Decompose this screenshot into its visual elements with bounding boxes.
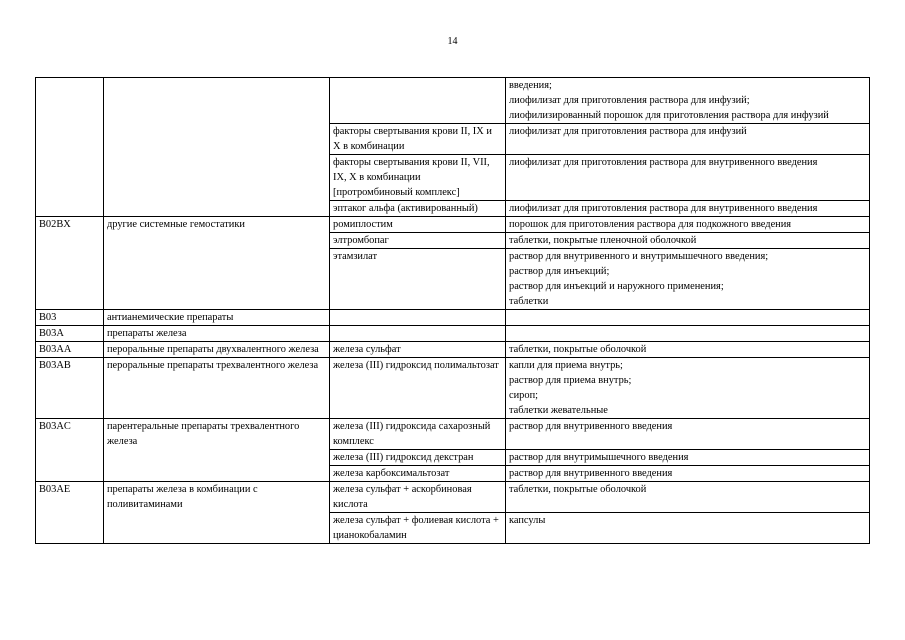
atc-code-cell: B03A <box>36 326 104 342</box>
dosage-form-cell: порошок для приготовления раствора для подкожного введения <box>506 217 870 233</box>
table-row <box>36 482 870 513</box>
dosage-form-cell: лиофилизат для приготовления раствора для внутривенного введения <box>506 201 870 217</box>
drug-name-cell: железа сульфат + фолиевая кислота + цианокобаламин <box>330 513 506 544</box>
drug-name-cell: железа карбоксимальтозат <box>330 466 506 482</box>
dosage-form-cell: капли для приема внутрь; раствор для приема внутрь; сироп; таблетки жевательные <box>506 358 870 419</box>
dosage-form-cell: лиофилизат для приготовления раствора для внутривенного введения <box>506 155 870 201</box>
atc-code-cell: B02BX <box>36 217 104 310</box>
drug-name-cell <box>330 310 506 326</box>
drug-table-body <box>36 78 870 544</box>
group-name-cell: препараты железа в комбинации с поливитаминами <box>104 482 330 544</box>
drug-name-cell <box>330 326 506 342</box>
dosage-form-cell: раствор для внутривенного и внутримышечного введения; раствор для инъекций; раствор для инъекций и наружного применения; таблетки <box>506 249 870 310</box>
atc-code-cell: B03AA <box>36 342 104 358</box>
dosage-form-cell: таблетки, покрытые оболочкой <box>506 342 870 358</box>
group-name-cell <box>104 78 330 217</box>
table-row <box>36 358 870 419</box>
table-row <box>36 310 870 326</box>
drug-table <box>35 77 870 544</box>
drug-name-cell: железа (III) гидроксид декстран <box>330 450 506 466</box>
dosage-form-cell: раствор для внутривенного введения <box>506 419 870 450</box>
dosage-form-cell: капсулы <box>506 513 870 544</box>
drug-name-cell: железа сульфат <box>330 342 506 358</box>
drug-name-cell: эптаког альфа (активированный) <box>330 201 506 217</box>
drug-name-cell: этамзилат <box>330 249 506 310</box>
drug-name-cell: ромиплостим <box>330 217 506 233</box>
group-name-cell: пероральные препараты трехвалентного железа <box>104 358 330 419</box>
drug-name-cell: железа (III) гидроксид полимальтозат <box>330 358 506 419</box>
group-name-cell: пероральные препараты двухвалентного железа <box>104 342 330 358</box>
dosage-form-cell: таблетки, покрытые пленочной оболочкой <box>506 233 870 249</box>
page-number: 14 <box>447 36 458 47</box>
atc-code-cell: B03AE <box>36 482 104 544</box>
drug-name-cell: факторы свертывания крови II, VII, IX, X в комбинации [протромбиновый комплекс] <box>330 155 506 201</box>
group-name-cell: антианемические препараты <box>104 310 330 326</box>
drug-name-cell: элтромбопаг <box>330 233 506 249</box>
atc-code-cell: B03AB <box>36 358 104 419</box>
drug-name-cell <box>330 78 506 124</box>
dosage-form-cell: лиофилизат для приготовления раствора для инфузий <box>506 124 870 155</box>
dosage-form-cell <box>506 310 870 326</box>
dosage-form-cell: таблетки, покрытые оболочкой <box>506 482 870 513</box>
atc-code-cell <box>36 78 104 217</box>
dosage-form-cell: раствор для внутривенного введения <box>506 466 870 482</box>
group-name-cell: парентеральные препараты трехвалентного железа <box>104 419 330 482</box>
table-row <box>36 326 870 342</box>
dosage-form-cell: введения; лиофилизат для приготовления раствора для инфузий; лиофилизированный порошок для приготовления раствора для инфузий <box>506 78 870 124</box>
table-row <box>36 217 870 233</box>
table-row <box>36 419 870 450</box>
group-name-cell: препараты железа <box>104 326 330 342</box>
drug-name-cell: факторы свертывания крови II, IX и X в комбинации <box>330 124 506 155</box>
group-name-cell: другие системные гемостатики <box>104 217 330 310</box>
drug-name-cell: железа сульфат + аскорбиновая кислота <box>330 482 506 513</box>
atc-code-cell: B03 <box>36 310 104 326</box>
atc-code-cell: B03AC <box>36 419 104 482</box>
dosage-form-cell: раствор для внутримышечного введения <box>506 450 870 466</box>
drug-name-cell: железа (III) гидроксида сахарозный комплекс <box>330 419 506 450</box>
table-row <box>36 342 870 358</box>
table-row <box>36 78 870 124</box>
dosage-form-cell <box>506 326 870 342</box>
